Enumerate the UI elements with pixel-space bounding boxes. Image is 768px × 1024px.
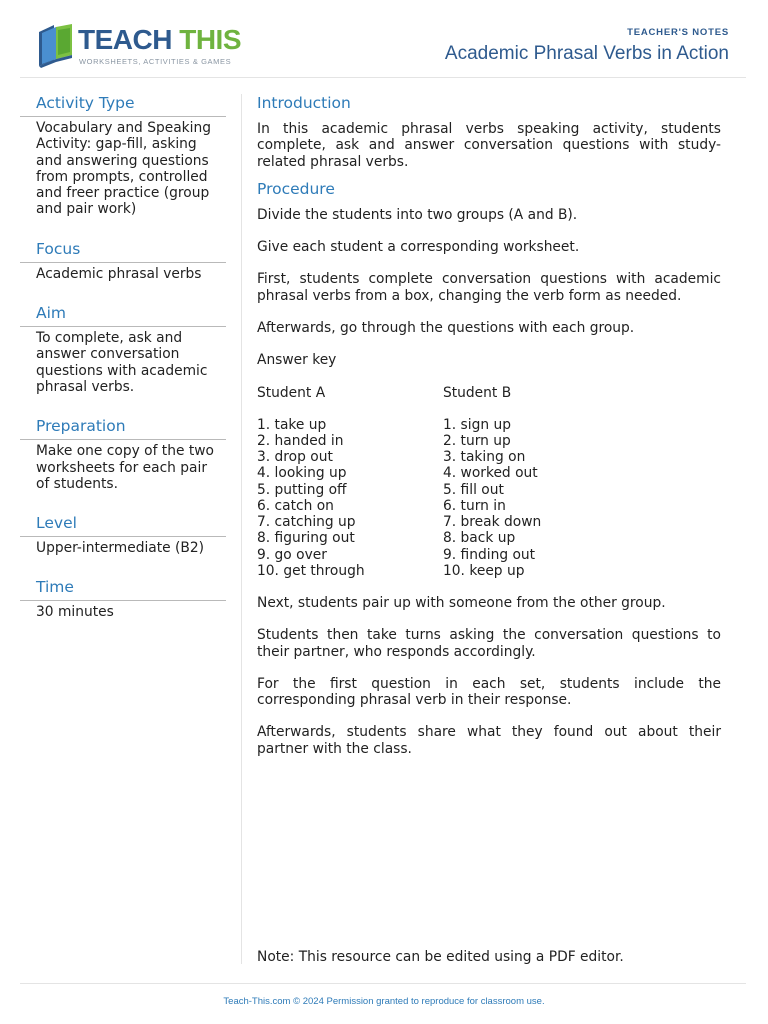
column-divider xyxy=(241,94,242,964)
activity-type-text: Vocabulary and Speaking Activity: gap-fill, asking and answering questions from prompts, controlled and freer practice (group and pair work) xyxy=(36,120,211,218)
answer-item: 5. fill out xyxy=(443,481,504,498)
procedure-step: Next, students pair up with someone from the other group. xyxy=(257,594,666,611)
preparation-heading: Preparation xyxy=(20,417,226,440)
level-text: Upper-intermediate (B2) xyxy=(36,540,205,557)
student-a-answers xyxy=(257,385,443,579)
procedure-step: Afterwards, go through the questions with each group. xyxy=(257,320,635,337)
activity-type-section xyxy=(20,94,226,218)
copyright-footer[interactable]: Teach-This.com © 2024 Permission granted to reproduce for classroom use. xyxy=(223,996,545,1007)
procedure-step: For the first question in each set, students include the corresponding phrasal verb in their response. xyxy=(257,675,721,709)
logo-word-teach: TEACH xyxy=(78,24,172,55)
time-section xyxy=(20,578,226,620)
answer-item: 4. worked out xyxy=(443,465,538,482)
main-content xyxy=(257,94,721,773)
logo-wordmark xyxy=(78,24,241,56)
answer-item: 3. taking on xyxy=(443,449,526,466)
answer-item: 8. figuring out xyxy=(257,530,355,547)
focus-text: Academic phrasal verbs xyxy=(36,265,202,282)
focus-section xyxy=(20,240,226,282)
answer-item: 7. catching up xyxy=(257,514,356,531)
answer-item: 8. back up xyxy=(443,530,516,547)
answer-item: 1. take up xyxy=(257,416,327,433)
activity-type-heading: Activity Type xyxy=(20,94,226,117)
introduction-text: In this academic phrasal verbs speaking activity, students complete, ask and answer conversation questions with study-related phrasal verbs. xyxy=(257,121,721,170)
page-header xyxy=(0,0,768,78)
answer-key xyxy=(257,385,721,579)
answer-item: 10. get through xyxy=(257,562,365,579)
aim-section xyxy=(20,304,226,395)
level-section xyxy=(20,514,226,556)
procedure-step: Give each student a corresponding worksheet. xyxy=(257,239,580,256)
answer-item: 6. catch on xyxy=(257,497,334,514)
answer-item: 3. drop out xyxy=(257,449,333,466)
time-heading: Time xyxy=(20,578,226,601)
answer-item: 2. handed in xyxy=(257,433,344,450)
answer-item: 9. finding out xyxy=(443,546,536,563)
answer-item: 7. break down xyxy=(443,514,542,531)
info-sidebar xyxy=(20,94,226,643)
procedure-step: First, students complete conversation questions with academic phrasal verbs from a box, changing the verb form as needed. xyxy=(257,271,721,304)
preparation-text: Make one copy of the two worksheets for each pair of students. xyxy=(36,443,214,492)
answer-item: 6. turn in xyxy=(443,497,506,514)
answer-item: 4. looking up xyxy=(257,465,347,482)
answer-item: 5. putting off xyxy=(257,481,347,498)
teach-this-logo[interactable] xyxy=(36,22,242,70)
procedure-step: Afterwards, students share what they found out about their partner with the class. xyxy=(257,724,721,757)
teachers-notes-label: TEACHER'S NOTES xyxy=(627,27,729,38)
answer-key-label: Answer key xyxy=(257,352,337,369)
answer-item: 9. go over xyxy=(257,546,327,563)
preparation-section xyxy=(20,417,226,492)
header-divider xyxy=(20,77,746,78)
aim-heading: Aim xyxy=(20,304,226,327)
student-b-label: Student B xyxy=(443,384,512,401)
document-title: Academic Phrasal Verbs in Action xyxy=(444,43,729,64)
time-text: 30 minutes xyxy=(36,604,114,621)
student-b-answers xyxy=(443,385,643,579)
student-a-label: Student A xyxy=(257,384,326,401)
logo-word-this: THIS xyxy=(179,24,242,55)
aim-text: To complete, ask and answer conversation questions with academic phrasal verbs. xyxy=(36,330,208,395)
pdf-editor-note: Note: This resource can be edited using a PDF editor. xyxy=(257,949,624,965)
book-logo-icon xyxy=(36,22,76,68)
footer-divider xyxy=(20,983,746,984)
procedure-step: Divide the students into two groups (A and B). xyxy=(257,206,578,223)
answer-item: 10. keep up xyxy=(443,562,525,579)
level-heading: Level xyxy=(20,514,226,537)
introduction-heading: Introduction xyxy=(257,94,351,112)
procedure-heading: Procedure xyxy=(257,179,335,198)
answer-item: 1. sign up xyxy=(443,416,511,433)
answer-item: 2. turn up xyxy=(443,433,511,450)
focus-heading: Focus xyxy=(20,240,226,263)
logo-tagline: WORKSHEETS, ACTIVITIES & GAMES xyxy=(79,57,232,66)
procedure-step: Students then take turns asking the conversation questions to their partner, who responds accordingly. xyxy=(257,627,721,660)
